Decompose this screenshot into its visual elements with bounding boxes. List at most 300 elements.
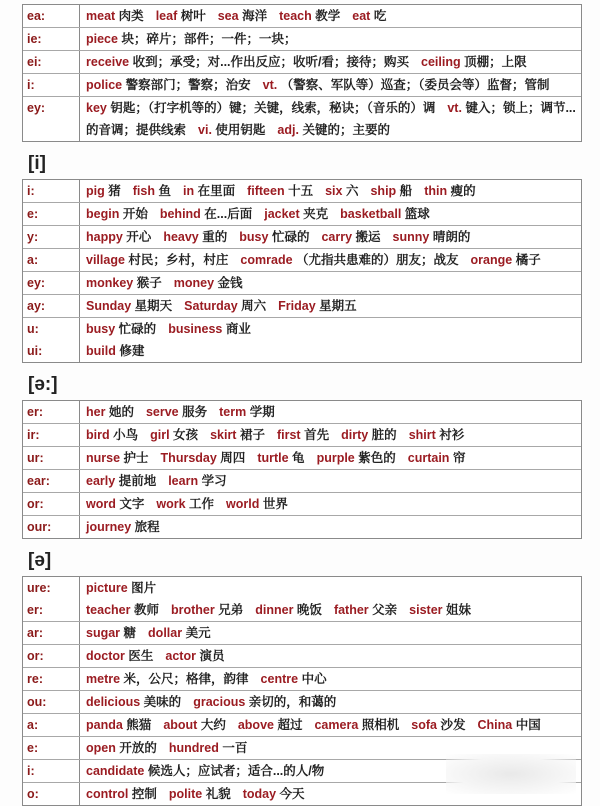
table-row	[23, 714, 581, 737]
letter-pattern: ear:	[27, 474, 50, 488]
chinese-meaning: （尤指共患难的）朋友；战友	[296, 253, 459, 267]
english-word: fish	[132, 184, 155, 198]
english-word: teacher	[86, 603, 131, 617]
chinese-meaning: 护士	[123, 451, 149, 465]
english-word: six	[325, 184, 343, 198]
letter-pattern-cell	[23, 714, 80, 736]
chinese-meaning: 姐妹	[446, 603, 472, 617]
example-line	[86, 714, 581, 736]
letter-pattern-cell	[23, 272, 80, 294]
english-word: Sunday	[86, 299, 132, 313]
letter-pattern: a:	[27, 718, 39, 732]
table-row	[23, 516, 581, 538]
english-word: sea	[217, 9, 239, 23]
letter-pattern-cell	[23, 622, 80, 644]
letter-pattern-cell	[23, 737, 80, 759]
chinese-meaning: 大约	[200, 718, 226, 732]
table-row	[23, 249, 581, 272]
chinese-meaning: 小鸟	[113, 428, 139, 442]
letter-pattern: ay:	[27, 299, 46, 313]
english-word: pig	[86, 184, 105, 198]
english-word: polite	[168, 787, 203, 801]
english-word: shirt	[408, 428, 436, 442]
example-line	[86, 668, 581, 690]
english-word: turtle	[257, 451, 289, 465]
letter-pattern: i:	[27, 764, 35, 778]
chinese-meaning: 工作	[189, 497, 215, 511]
english-word: picture	[86, 581, 128, 595]
chinese-meaning: 警察部门；警察；治安	[125, 78, 251, 92]
letter-pattern-cell	[23, 28, 80, 50]
chinese-meaning: 橘子	[515, 253, 541, 267]
english-word: thin	[424, 184, 448, 198]
english-word: comrade	[240, 253, 293, 267]
example-line	[86, 51, 581, 73]
table-row	[23, 577, 581, 622]
letter-pattern-cell	[23, 401, 80, 423]
chinese-meaning: 块；碎片；部件；一件；一块；	[121, 32, 297, 46]
examples-cell	[80, 272, 581, 294]
chinese-meaning: 学习	[201, 474, 227, 488]
examples-cell	[80, 691, 581, 713]
letter-pattern: ie:	[27, 32, 42, 46]
chinese-meaning: 教师	[133, 603, 159, 617]
english-word: hundred	[168, 741, 219, 755]
example-line	[86, 447, 581, 469]
chinese-meaning: 控制	[131, 787, 157, 801]
examples-cell	[80, 493, 581, 515]
chinese-meaning: 在里面	[197, 184, 236, 198]
chinese-meaning: 肉类	[118, 9, 144, 23]
letter-pattern: ui:	[27, 344, 43, 358]
chinese-meaning: 关键的；主要的	[302, 123, 390, 137]
table-row	[23, 295, 581, 318]
example-line	[86, 691, 581, 713]
examples-cell	[80, 97, 581, 141]
chinese-meaning: 收到；承受；对...作出反应；收听/看；接待；购买	[132, 55, 409, 69]
example-line	[86, 28, 581, 50]
letter-pattern-cell	[23, 516, 80, 538]
chinese-meaning: 夹克	[303, 207, 329, 221]
english-word: teach	[279, 9, 312, 23]
english-word: girl	[150, 428, 170, 442]
english-word: ceiling	[421, 55, 461, 69]
chinese-meaning: 吃	[373, 9, 387, 23]
english-word: build	[86, 344, 116, 358]
chinese-meaning: 修建	[119, 344, 145, 358]
letter-pattern: e:	[27, 207, 39, 221]
table-row	[23, 668, 581, 691]
table-row	[23, 180, 581, 203]
letter-pattern: ar:	[27, 626, 43, 640]
table-row	[23, 272, 581, 295]
letter-pattern: ure:	[27, 581, 51, 595]
chinese-meaning: 糖	[123, 626, 137, 640]
chinese-meaning: 图片	[131, 581, 157, 595]
examples-cell	[80, 622, 581, 644]
english-word: father	[333, 603, 369, 617]
chinese-meaning: 猴子	[136, 276, 162, 290]
chinese-meaning: 金钱	[217, 276, 243, 290]
chinese-meaning: 衬衫	[439, 428, 465, 442]
english-word: brother	[170, 603, 215, 617]
letter-pattern: i:	[27, 184, 35, 198]
table-row	[23, 28, 581, 51]
chinese-meaning: 旅程	[134, 520, 160, 534]
example-line	[86, 249, 581, 271]
english-word: vi.	[198, 123, 212, 137]
chinese-meaning: 美元	[185, 626, 211, 640]
section-title: [ə:]	[28, 374, 58, 395]
letter-pattern: o:	[27, 787, 39, 801]
letter-pattern: ey:	[27, 101, 46, 115]
letter-pattern: ir:	[27, 428, 40, 442]
examples-cell	[80, 74, 581, 96]
letter-pattern-cell	[23, 74, 80, 96]
example-line	[86, 203, 581, 225]
example-line	[86, 295, 581, 317]
english-word: serve	[145, 405, 179, 419]
letter-pattern: ey:	[27, 276, 46, 290]
chinese-meaning: 米，公尺；格律，韵律	[123, 672, 249, 686]
english-word: dollar	[148, 626, 183, 640]
chinese-meaning: 中心	[301, 672, 327, 686]
example-line	[86, 97, 581, 119]
english-word: about	[163, 718, 198, 732]
english-word: Thursday	[160, 451, 217, 465]
chinese-meaning: 鱼	[158, 184, 171, 198]
english-word: business	[168, 322, 223, 336]
chinese-meaning: 文字	[119, 497, 145, 511]
example-line	[86, 599, 581, 621]
english-word: leaf	[155, 9, 178, 23]
english-word: China	[477, 718, 513, 732]
section-title: [ə]	[28, 550, 52, 571]
letter-pattern: ei:	[27, 55, 42, 69]
chinese-meaning: 女孩	[173, 428, 199, 442]
example-line	[86, 119, 581, 141]
examples-cell	[80, 401, 581, 423]
english-word: word	[86, 497, 116, 511]
chinese-meaning: 顶棚；上限	[464, 55, 527, 69]
letter-pattern-cell	[23, 203, 80, 225]
letter-pattern: or:	[27, 497, 44, 511]
english-word: her	[86, 405, 106, 419]
examples-cell	[80, 51, 581, 73]
english-word: sunny	[392, 230, 430, 244]
letter-pattern-cell	[23, 447, 80, 469]
chinese-meaning: 演员	[199, 649, 225, 663]
examples-cell	[80, 180, 581, 202]
letter-pattern: ur:	[27, 451, 44, 465]
chinese-meaning: 紫色的	[358, 451, 396, 465]
chinese-meaning: 六	[345, 184, 359, 198]
chinese-meaning: 中国	[515, 718, 541, 732]
english-word: control	[86, 787, 129, 801]
chinese-meaning: 忙碌的	[118, 322, 157, 336]
chinese-meaning: 星期五	[319, 299, 357, 313]
english-word: first	[276, 428, 301, 442]
letter-pattern-cell	[23, 493, 80, 515]
example-line	[86, 226, 581, 248]
chinese-meaning: （警察、军队等）巡查；（委员会等）监督；管制	[280, 78, 550, 92]
english-word: busy	[239, 230, 269, 244]
table-row	[23, 226, 581, 249]
letter-pattern-cell	[23, 691, 80, 713]
table-row	[23, 470, 581, 493]
english-word: above	[237, 718, 274, 732]
chinese-meaning: 沙发	[440, 718, 466, 732]
english-word: bird	[86, 428, 110, 442]
letter-pattern: a:	[27, 253, 39, 267]
letter-pattern: ou:	[27, 695, 47, 709]
chinese-meaning: 使用钥匙	[215, 123, 266, 137]
english-word: metre	[86, 672, 121, 686]
english-word: eat	[352, 9, 371, 23]
chinese-meaning: 亲切的，和蔼的	[248, 695, 337, 709]
example-line	[86, 318, 581, 340]
english-word: vt.	[447, 101, 462, 115]
table-row	[23, 691, 581, 714]
english-word: key	[86, 101, 107, 115]
chinese-meaning: 键入；锁上；调节...	[465, 101, 576, 115]
chinese-meaning: 村民；乡村，村庄	[128, 253, 229, 267]
english-word: receive	[86, 55, 130, 69]
letter-pattern-cell	[23, 470, 80, 492]
english-word: doctor	[86, 649, 125, 663]
chinese-meaning: 开放的	[119, 741, 157, 755]
examples-cell	[80, 470, 581, 492]
example-line	[86, 401, 581, 423]
phonics-table	[22, 4, 582, 142]
english-word: happy	[86, 230, 123, 244]
example-line	[86, 74, 581, 96]
english-word: actor	[165, 649, 196, 663]
table-row	[23, 493, 581, 516]
phonics-table	[22, 400, 582, 539]
table-row	[23, 74, 581, 97]
english-word: term	[219, 405, 247, 419]
chinese-meaning: 猪	[108, 184, 121, 198]
chinese-meaning: 教学	[315, 9, 341, 23]
english-word: piece	[86, 32, 118, 46]
chinese-meaning: 脏的	[371, 428, 397, 442]
english-word: meat	[86, 9, 116, 23]
letter-pattern-cell	[23, 760, 80, 782]
letter-pattern-cell	[23, 226, 80, 248]
chinese-meaning: 星期天	[134, 299, 173, 313]
letter-pattern: our:	[27, 520, 52, 534]
examples-cell	[80, 226, 581, 248]
english-word: in	[182, 184, 195, 198]
examples-cell	[80, 249, 581, 271]
table-row	[23, 318, 581, 362]
letter-pattern: or:	[27, 649, 44, 663]
table-row	[23, 5, 581, 28]
letter-pattern-cell	[23, 783, 80, 805]
letter-pattern: i:	[27, 78, 35, 92]
english-word: vt.	[262, 78, 278, 92]
chinese-meaning: 裙子	[239, 428, 265, 442]
english-word: busy	[86, 322, 116, 336]
letter-pattern: re:	[27, 672, 43, 686]
example-line	[86, 5, 581, 27]
english-word: delicious	[86, 695, 141, 709]
table-row	[23, 401, 581, 424]
chinese-meaning: 商业	[225, 322, 251, 336]
english-word: fifteen	[247, 184, 285, 198]
table-row	[23, 645, 581, 668]
letter-pattern-cell	[23, 51, 80, 73]
chinese-meaning: 世界	[262, 497, 288, 511]
chinese-meaning: 帘	[452, 451, 466, 465]
english-word: jacket	[264, 207, 300, 221]
example-line	[86, 516, 581, 538]
chinese-meaning: 搬运	[355, 230, 381, 244]
english-word: nurse	[86, 451, 121, 465]
english-word: world	[226, 497, 260, 511]
chinese-meaning: 十五	[288, 184, 314, 198]
table-row	[23, 424, 581, 447]
table-row	[23, 97, 581, 141]
chinese-meaning: 树叶	[180, 9, 206, 23]
english-word: sofa	[411, 718, 437, 732]
chinese-meaning: 在...后面	[204, 207, 253, 221]
chinese-meaning: 的音调；提供线索	[86, 123, 187, 137]
english-word: carry	[321, 230, 353, 244]
chinese-meaning: 照相机	[361, 718, 400, 732]
chinese-meaning: 周六	[241, 299, 267, 313]
chinese-meaning: 超过	[277, 718, 303, 732]
english-word: today	[242, 787, 277, 801]
english-word: learn	[168, 474, 199, 488]
chinese-meaning: 父亲	[372, 603, 398, 617]
chinese-meaning: 首先	[304, 428, 330, 442]
english-word: work	[156, 497, 186, 511]
letter-pattern-cell	[23, 424, 80, 446]
chinese-meaning: 海洋	[242, 9, 268, 23]
letter-pattern-cell	[23, 180, 80, 202]
english-word: early	[86, 474, 116, 488]
examples-cell	[80, 318, 581, 362]
english-word: gracious	[193, 695, 246, 709]
chinese-meaning: 礼貌	[205, 787, 231, 801]
chinese-meaning: 重的	[202, 230, 228, 244]
english-word: centre	[260, 672, 299, 686]
english-word: orange	[470, 253, 513, 267]
letter-pattern-cell	[23, 295, 80, 317]
examples-cell	[80, 28, 581, 50]
english-word: Saturday	[184, 299, 238, 313]
chinese-meaning: 开心	[126, 230, 152, 244]
chinese-meaning: 兄弟	[218, 603, 244, 617]
example-line	[86, 470, 581, 492]
example-line	[86, 622, 581, 644]
english-word: panda	[86, 718, 123, 732]
examples-cell	[80, 203, 581, 225]
letter-pattern: y:	[27, 230, 39, 244]
english-word: candidate	[86, 764, 145, 778]
chinese-meaning: 她的	[108, 405, 134, 419]
chinese-meaning: 篮球	[404, 207, 430, 221]
english-word: money	[173, 276, 215, 290]
chinese-meaning: 忙碌的	[271, 230, 310, 244]
chinese-meaning: 熊猫	[126, 718, 152, 732]
phonics-table	[22, 179, 582, 363]
table-row	[23, 622, 581, 645]
example-line	[86, 424, 581, 446]
examples-cell	[80, 424, 581, 446]
chinese-meaning: 候选人；应试者；适合...的人/物	[147, 764, 325, 778]
english-word: camera	[314, 718, 359, 732]
table-row	[23, 447, 581, 470]
examples-cell	[80, 516, 581, 538]
english-word: dirty	[341, 428, 369, 442]
letter-pattern-cell	[23, 668, 80, 690]
english-word: skirt	[210, 428, 237, 442]
letter-pattern: u:	[27, 322, 39, 336]
example-line	[86, 180, 581, 202]
english-word: adj.	[277, 123, 299, 137]
english-word: Friday	[278, 299, 316, 313]
english-word: ship	[370, 184, 397, 198]
scan-shadow	[446, 754, 576, 794]
english-word: basketball	[340, 207, 402, 221]
phonics-vocabulary-sheet	[22, 4, 580, 806]
chinese-meaning: 医生	[128, 649, 154, 663]
chinese-meaning: 晚饭	[296, 603, 322, 617]
letter-pattern-cell	[23, 249, 80, 271]
english-word: open	[86, 741, 116, 755]
section-title: [i]	[28, 153, 46, 174]
english-word: behind	[159, 207, 201, 221]
letter-pattern: er:	[27, 603, 43, 617]
chinese-meaning: 提前地	[118, 474, 157, 488]
example-line	[86, 340, 581, 362]
examples-cell	[80, 577, 581, 621]
chinese-meaning: 一百	[222, 741, 248, 755]
chinese-meaning: 钥匙；（打字机等的）键；关键，线索，秘诀；（音乐的）调	[110, 101, 436, 115]
english-word: curtain	[407, 451, 450, 465]
english-word: monkey	[86, 276, 134, 290]
chinese-meaning: 周四	[220, 451, 246, 465]
letter-pattern-cell	[23, 5, 80, 27]
english-word: sugar	[86, 626, 121, 640]
examples-cell	[80, 447, 581, 469]
english-word: purple	[316, 451, 355, 465]
letter-pattern: ea:	[27, 9, 46, 23]
examples-cell	[80, 668, 581, 690]
english-word: begin	[86, 207, 120, 221]
chinese-meaning: 美味的	[143, 695, 182, 709]
table-row	[23, 203, 581, 226]
examples-cell	[80, 295, 581, 317]
chinese-meaning: 开始	[122, 207, 148, 221]
chinese-meaning: 服务	[182, 405, 208, 419]
letter-pattern-cell	[23, 577, 80, 621]
letter-pattern-cell	[23, 318, 80, 362]
chinese-meaning: 瘦的	[450, 184, 476, 198]
english-word: police	[86, 78, 123, 92]
example-line	[86, 577, 581, 599]
english-word: dinner	[255, 603, 294, 617]
letter-pattern-cell	[23, 97, 80, 141]
english-word: heavy	[163, 230, 199, 244]
letter-pattern: er:	[27, 405, 43, 419]
examples-cell	[80, 714, 581, 736]
example-line	[86, 493, 581, 515]
chinese-meaning: 龟	[292, 451, 305, 465]
